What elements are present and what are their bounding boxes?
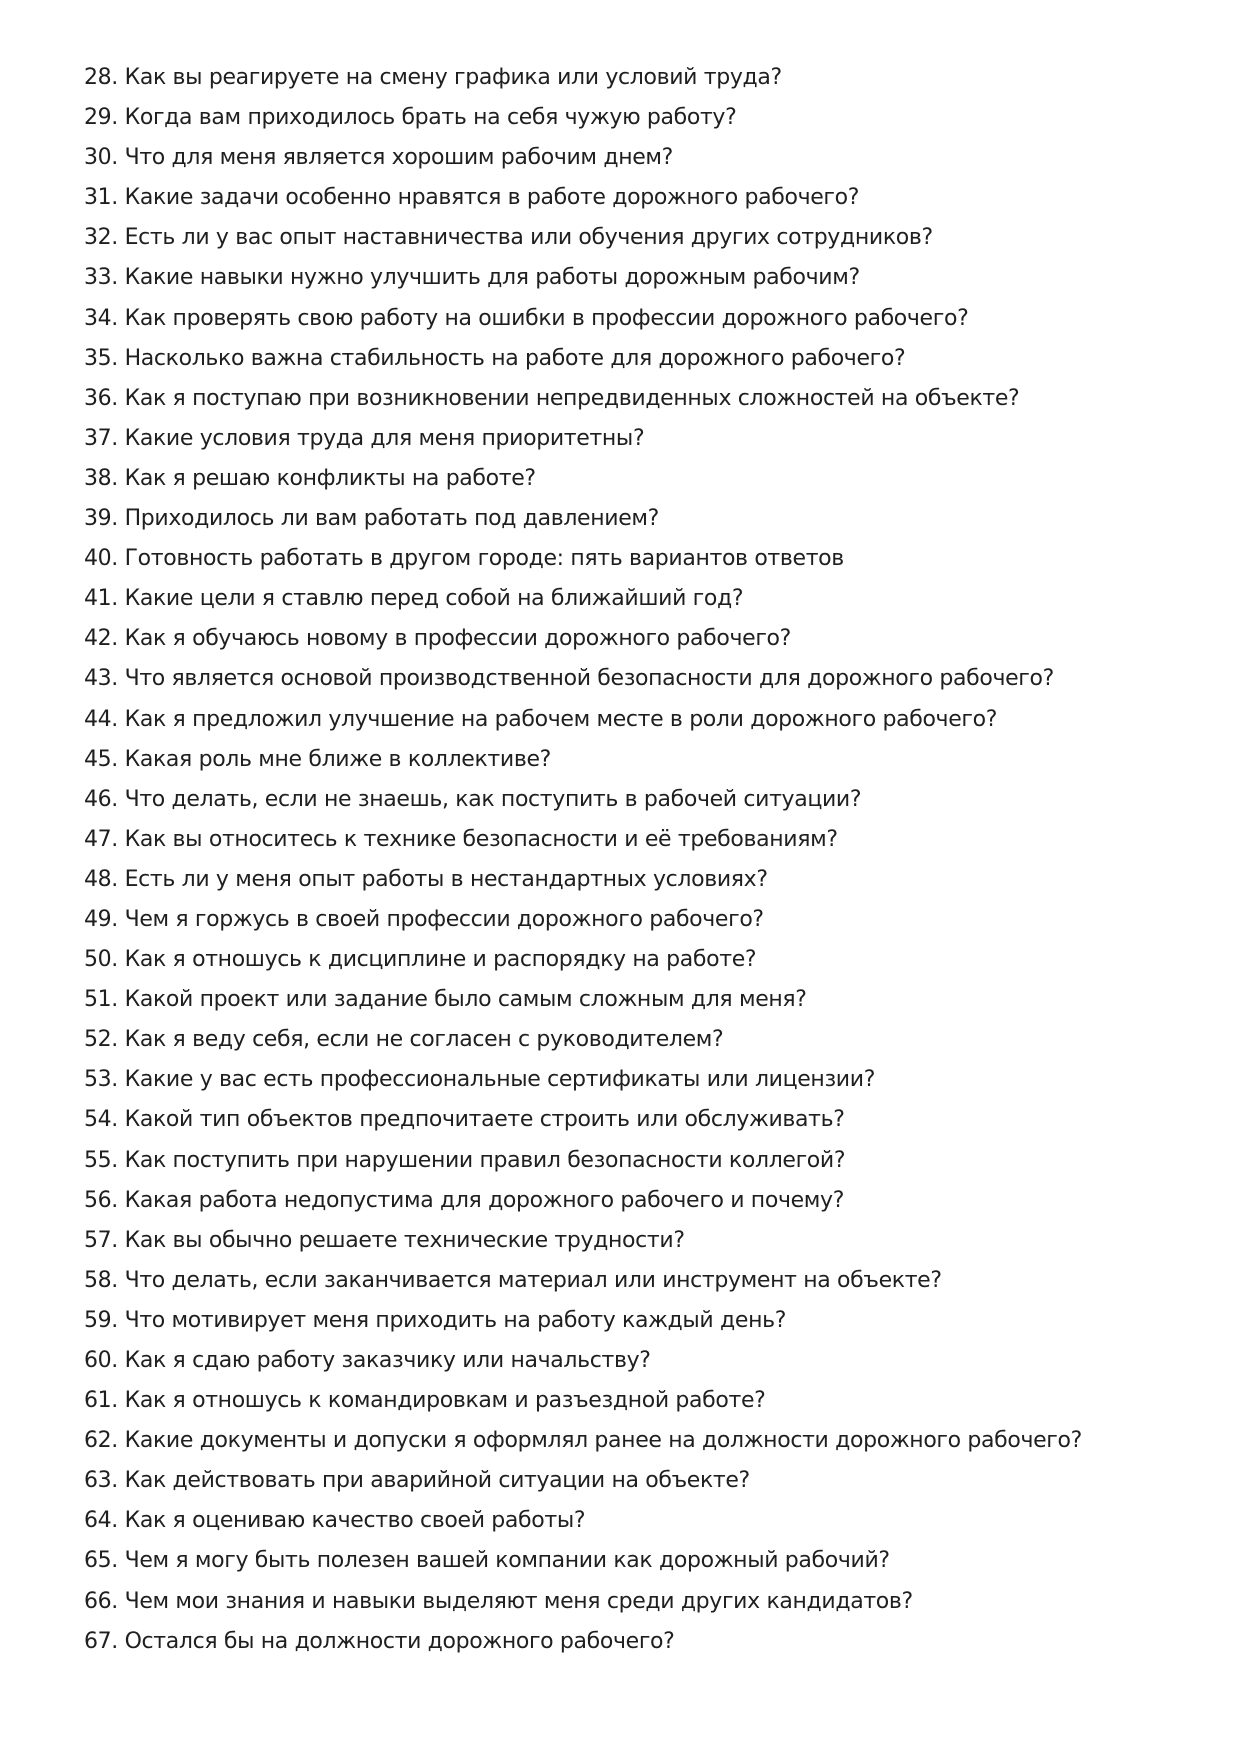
- question-item: 47. Как вы относитесь к технике безопасности и её требованиям?: [84, 826, 838, 852]
- question-item: 46. Что делать, если не знаешь, как поступить в рабочей ситуации?: [84, 786, 862, 812]
- question-item: 53. Какие у вас есть профессиональные сертификаты или лицензии?: [84, 1067, 876, 1093]
- question-item: 37. Какие условия труда для меня приоритетны?: [84, 425, 645, 451]
- question-item: 65. Чем я могу быть полезен вашей компании как дорожный рабочий?: [84, 1548, 890, 1574]
- question-item: 52. Как я веду себя, если не согласен с руководителем?: [84, 1027, 724, 1053]
- question-item: 62. Какие документы и допуски я оформлял ранее на должности дорожного рабочего?: [84, 1428, 1082, 1454]
- document-page: [84, 58, 1184, 1662]
- question-item: 60. Как я сдаю работу заказчику или начальству?: [84, 1348, 651, 1373]
- question-item: 39. Приходилось ли вам работать под давлением?: [84, 506, 659, 532]
- question-item: 34. Как проверять свою работу на ошибки в профессии дорожного рабочего?: [84, 305, 969, 331]
- question-item: 35. Насколько важна стабильность на работе для дорожного рабочего?: [84, 345, 906, 371]
- question-item: 61. Как я отношусь к командировкам и разъездной работе?: [84, 1388, 766, 1414]
- question-item: 40. Готовность работать в другом городе: пять вариантов ответов: [84, 546, 844, 572]
- question-item: 64. Как я оцениваю качество своей работы?: [84, 1508, 586, 1534]
- question-item: 38. Как я решаю конфликты на работе?: [84, 465, 536, 491]
- question-item: 63. Как действовать при аварийной ситуации на объекте?: [84, 1468, 750, 1494]
- question-item: 49. Чем я горжусь в своей профессии дорожного рабочего?: [84, 906, 764, 932]
- question-item: 32. Есть ли у вас опыт наставничества или обучения других сотрудников?: [84, 225, 933, 251]
- question-item: 56. Какая работа недопустима для дорожного рабочего и почему?: [84, 1187, 845, 1213]
- question-item: 41. Какие цели я ставлю перед собой на ближайший год?: [84, 586, 744, 612]
- question-item: 67. Остался бы на должности дорожного рабочего?: [84, 1628, 675, 1654]
- question-item: 30. Что для меня является хорошим рабочим днем?: [84, 145, 673, 171]
- question-item: 33. Какие навыки нужно улучшить для работы дорожным рабочим?: [84, 265, 860, 291]
- question-list: [84, 58, 1184, 1662]
- question-item: 45. Какая роль мне ближе в коллективе?: [84, 746, 551, 772]
- question-item: 44. Как я предложил улучшение на рабочем месте в роли дорожного рабочего?: [84, 706, 998, 732]
- question-item: 43. Что является основой производственной безопасности для дорожного рабочего?: [84, 666, 1054, 692]
- question-item: 31. Какие задачи особенно нравятся в работе дорожного рабочего?: [84, 185, 860, 211]
- question-item: 29. Когда вам приходилось брать на себя чужую работу?: [84, 105, 737, 131]
- question-item: 48. Есть ли у меня опыт работы в нестандартных условиях?: [84, 866, 768, 892]
- question-item: 50. Как я отношусь к дисциплине и распорядку на работе?: [84, 947, 757, 973]
- question-item: 36. Как я поступаю при возникновении непредвиденных сложностей на объекте?: [84, 385, 1020, 411]
- question-item: 54. Какой тип объектов предпочитаете строить или обслуживать?: [84, 1107, 845, 1133]
- question-item: 57. Как вы обычно решаете технические трудности?: [84, 1227, 685, 1253]
- question-item: 59. Что мотивирует меня приходить на работу каждый день?: [84, 1307, 787, 1333]
- question-item: 58. Что делать, если заканчивается материал или инструмент на объекте?: [84, 1267, 942, 1293]
- question-item: 66. Чем мои знания и навыки выделяют меня среди других кандидатов?: [84, 1588, 913, 1614]
- question-item: 51. Какой проект или задание было самым сложным для меня?: [84, 987, 807, 1013]
- question-item: 28. Как вы реагируете на смену графика или условий труда?: [84, 65, 782, 90]
- question-item: 55. Как поступить при нарушении правил безопасности коллегой?: [84, 1147, 846, 1173]
- question-item: 42. Как я обучаюсь новому в профессии дорожного рабочего?: [84, 626, 791, 652]
